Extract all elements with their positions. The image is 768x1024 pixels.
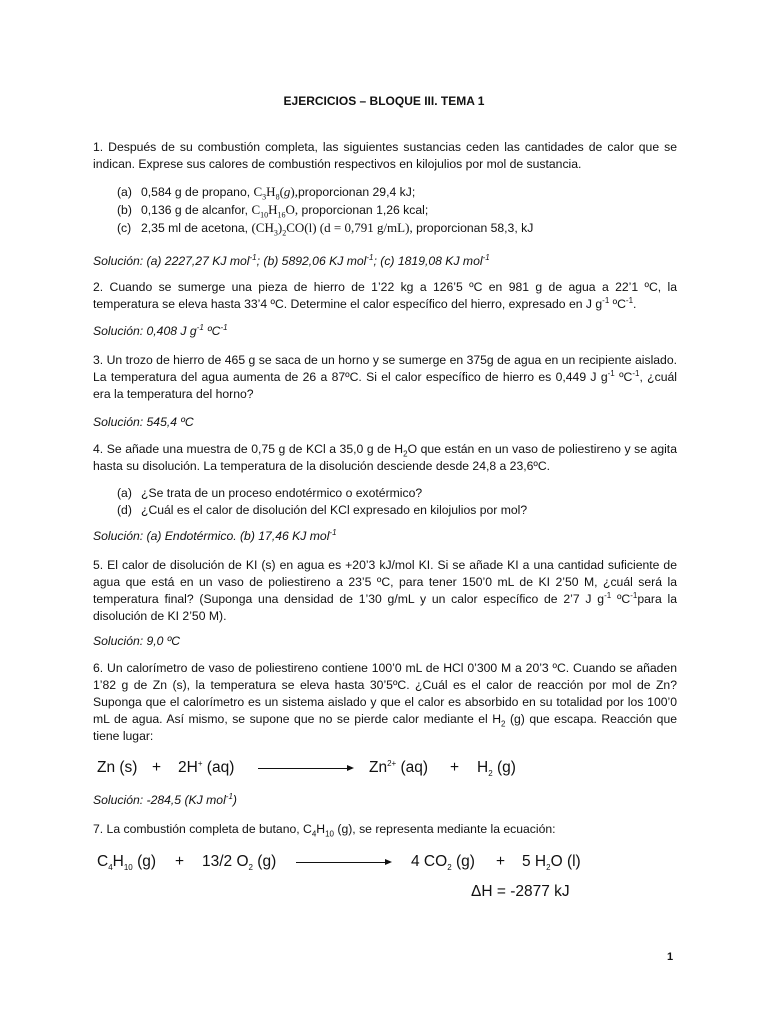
solution-5: Solución: 9,0 ºC (93, 634, 181, 648)
option-c: (c) 2,35 ml de acetona, $(CH_3)_2CO(l) (d = 0,791$ g/mL), proporcionan 58,3, kJ (117, 220, 534, 238)
option-a: (a) 0,584 g de propano, $C_3H_8(g),proporcionan$ 29,4 kJ; (117, 184, 416, 202)
exercise-3: 3. Un trozo de hierro de 465 g se saca de un horno y se sumerge en 375g de agua en un recipiente aislado. La temperatura del agua aumenta de 26 a 87ºC. Si el calor específico de hierro es 0,449 J $g^{-1}$ ºC$^{-1}$, ¿cuál era la temperatura del horno? (93, 353, 677, 401)
solution-6: Solución: -284,5 (KJ mol$^{-1}$) (93, 791, 237, 807)
exercise-1 (93, 139, 677, 237)
exercise-4-options (93, 485, 677, 519)
exercise-7: 7. La combustión completa de butano, $C_4H_{10}$ (g), se representa mediante la ecuación: (93, 822, 556, 839)
solution-3: Solución: 545,4 ºC (93, 415, 194, 429)
option-b: (b) 0,136 g de alcanfor, $C_{10}H_{16}O$, proporcionan 1,26 kcal; (117, 202, 429, 220)
page-number: 1 (667, 951, 674, 963)
formula-propano: $C_3H_8(g)$, (253, 184, 298, 202)
page-title: EJERCICIOS – BLOQUE III. TEMA 1 (283, 94, 485, 108)
exercise-1-statement: 1. Después de su combustión completa, las siguientes sustancias ceden las cantidades de calor que se indican. Exprese sus calores de combustión respectivos en kilojulios por mol de sustancia. (93, 140, 677, 171)
option-a: (a) ¿Se trata de un proceso endotérmico o exotérmico? (117, 486, 423, 500)
formula-alcanfor: $C_{10}H_{16}O$, (251, 202, 299, 220)
reaction-arrow (296, 862, 390, 863)
exercise-6: 6. Un calorímetro de vaso de poliestireno contiene 100’0 mL de HCl 0’300 M a 20’3 ºC. Cuando se añaden 1’82 g de Zn (s), la temperatura se eleva hasta 30’5ºC. ¿Cuál es el calor de reacción por mol de Zn? Suponga que el calorímetro es un sistema aislado y que el calor es absorbido en su totalidad por los 100’0 mL de agua. Así mismo, se supone que no se pierde calor mediante el $H_2$ (g) que escapa. Reacción que tiene lugar: (93, 661, 678, 743)
exercise-2: 2. Cuando se sumerge una pieza de hierro de 1’22 kg a 126’5 ºC en 981 g de agua a 22’1 ºC, la temperatura se eleva hasta 33’4 ºC. Determine el calor específico del hierro, expresado en J $g^{-1}$ ºC$^{-1}$. (93, 280, 677, 311)
exercise-4: 4. Se añade una muestra de 0,75 g de KCl a 35,0 g de $H_2O$ que están en un vaso de poliestireno y se agita hasta su disolución. La temperatura de la disolución desciende desde 24,8 a 23,6ºC. (a) ¿Se trata de un proceso endotérmico o exotérmico? (d) ¿Cuál es el calor de disolución del KCl expresado en kilojulios por mol? (93, 442, 677, 517)
solution-2: Solución: 0,408 J $g^{-1}$ ºC$^{-1}$ (93, 322, 228, 338)
solution-4: Solución: (a) Endotérmico. (b) 17,46 KJ mol$^{-1}$ (93, 527, 337, 543)
formula-acetona: $(CH_3)_2CO(l) (d = 0,791$ g/mL), (251, 220, 413, 238)
exercise-5: 5. El calor de disolución de KI (s) en agua es +20’3 kJ/mol KI. Si se añade KI a una cantidad suficiente de agua que está en un vaso de poliestireno a 23’5 ºC, para tener 150’0 mL de KI 2’50 M, ¿cuál será la temperatura final? (Suponga una densidad de 1’30 g/mL y un calor específico de 2’7 J $g^{-1}$ ºC$^{-1}$para la disolución de KI 2’50 M). (93, 558, 678, 623)
document-page: EJERCICIOS – BLOQUE III. TEMA 1 1. Después de su combustión completa, las siguientes sustancias ceden las cantidades de calor que se indican. Exprese sus calores de combustión respectivos en kilojulios por mol de sustancia. (a) 0,584 g de propano, $C_3H_8(g),proporcionan$ 29,4 kJ; (b) 0,136 g de alcanfor, $C_{10}H_{16}O$, proporcionan 1,26 kcal; (c) 2,35 ml de acetona, $(CH_3)_2CO(l) (d = 0,791$ g/mL), proporcionan 58,3, kJ Solución: (a) 2227,27 KJ mol$^{-1}$; (b) 5892,06 KJ mol$^{-1}$; (c) 1819,08 KJ mol$^{-1}$ 2. Cuando se sumerge una pieza de hierro de 1’22 kg a 126’5 ºC en 981 g de agua a 22’1 ºC, la temperatura se eleva hasta 33’4 ºC. Determine el calor específico del hierro, expresado en J $g^{-1}$ ºC$^{-1}$. Solución: 0,408 J $g^{-1}$ ºC$^{-1}$ 3. Un trozo de hierro de 465 g se saca de un horno y se sumerge en 375g de agua en un recipiente aislado. La temperatura del agua aumenta de 26 a 87ºC. Si el calor específico de hierro es 0,449 J $g^{-1}$ ºC$^{-1}$, ¿cuál era la temperatura del horno? Solución: 545,4 ºC 4. Se añade una muestra de 0,75 g de KCl a 35,0 g de $H_2O$ que están en un vaso de poliestireno y se agita hasta su disolución. La temperatura de la disolución desciende desde 24,8 a 23,6ºC. (a) ¿Se trata de un proceso endotérmico o exotérmico? (d) ¿Cuál es el calor de disolución del KCl expresado en kilojulios por mol? Solución: (a) Endotérmico. (b) 17,46 KJ mol$^{-1}$ 5. El calor de disolución de KI (s) en agua es +20’3 kJ/mol KI. Si se añade KI a una cantidad suficiente de agua que está en un vaso de poliestireno a 23’5 ºC, para tener 150’0 mL de KI 2’50 M, ¿cuál será la temperatura final? (Suponga una densidad de 1’30 g/mL y un calor específico de 2’7 J $g^{-1}$ ºC$^{-1}$para la disolución de KI 2’50 M). Solución: 9,0 ºC 6. Un calorímetro de vaso de poliestireno contiene 100’0 mL de HCl 0’300 M a 20’3 ºC. Cuando se añaden 1’82 g de Zn (s), la temperatura se eleva hasta 30’5ºC. ¿Cuál es el calor de reacción por mol de Zn? Suponga que el calorímetro es un sistema aislado y que el calor es absorbido en su totalidad por los 100’0 mL de agua. Así mismo, se supone que no se pierde calor mediante el $H_2$ (g) que escapa. Reacción que tiene lugar: Zn (s) + 2H+ (aq) $Zn^{2+}$ (aq) + $H_2$ (g) Solución: -284,5 (KJ mol$^{-1}$) 7. La combustión completa de butano, $C_4H_{10}$ (g), se representa mediante la ecuación: $C_4H_{10}$ (g) + 13/2 $O_2$ (g) 4 $CO_2$ (g) + 5 $H_2O$ (l) ΔH = -2877 kJ 1 (0, 0, 768, 1024)
solution-1: Solución: (a) 2227,27 KJ mol$^{-1}$; (b) 5892,06 KJ mol$^{-1}$; (c) 1819,08 KJ mol$^{-1}$ (93, 252, 490, 268)
option-d: (d) ¿Cuál es el calor de disolución del KCl expresado en kilojulios por mol? (117, 503, 528, 517)
reaction-arrow (258, 768, 352, 769)
exercise-1-options (93, 183, 677, 237)
